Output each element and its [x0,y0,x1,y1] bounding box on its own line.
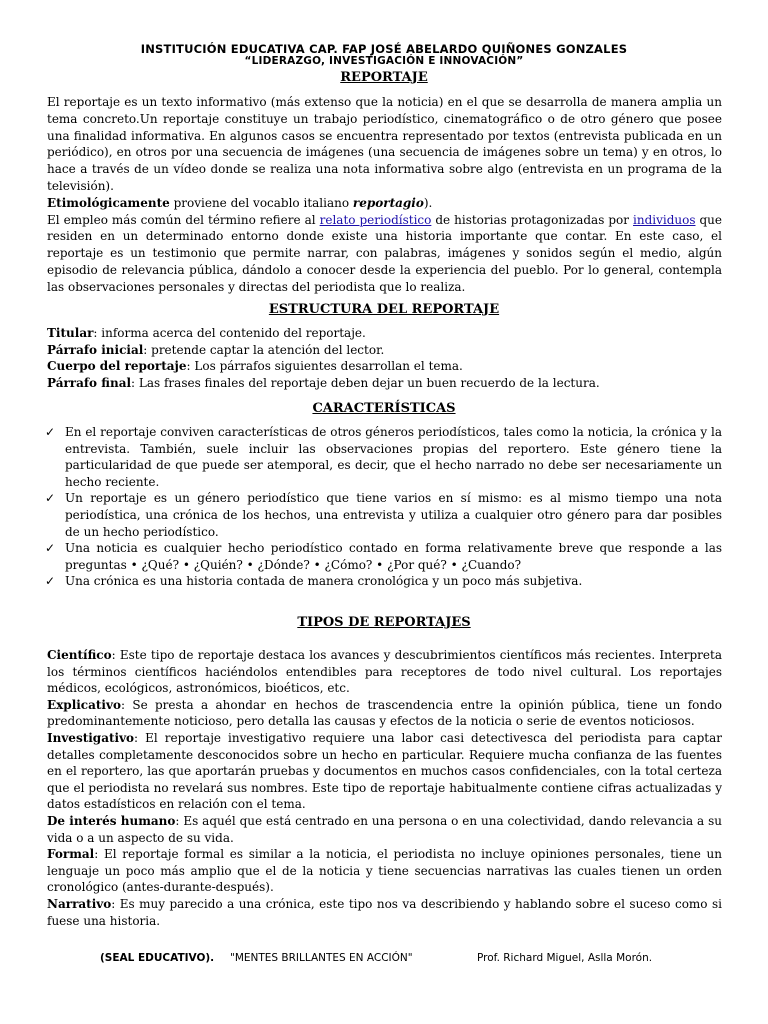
type-item [47,730,722,813]
structure-item-label: Párrafo final [47,375,132,390]
relato-periodistico-link[interactable]: relato periodístico [319,212,432,227]
structure-item-label: Titular [47,326,94,340]
list-item-text: En el reportaje conviven características de otros géneros periodísticos, tales como la noticia, la crónica y la entrevista. También, suele incluir las observaciones propias del reportero. Este género tiene la particularidad de que puede ser atemporal, es decir, que el hecho narrado no debe ser necesariamente un hecho reciente. [65,425,722,489]
type-label: Investigativo [47,730,135,745]
check-icon: ✓ [45,425,56,439]
type-text: : El reportaje formal es similar a la noticia, el periodista no incluye opiniones personales, tiene un lenguaje un poco más amplio que el de la noticia y tiene secuencias narrativas las cuales tienen un orden cronológico (antes-durante-después). [47,847,722,895]
structure-item-label: Cuerpo del reportaje [47,359,187,374]
type-text: : El reportaje investigativo requiere una labor casi detectivesca del periodista para captar detalles completamente desconocidos sobre un hecho en particular. Requiere mucha confianza de las fuentes en el reportero, las que aportarán pruebas y documentos en muchos casos confidenciales, con la total certeza que el periodista no revelará sus nombres. Este tipo de reportaje habitualmente contiene cifras actualizadas y datos estadísticos en relación con el tema. [47,730,722,812]
structure-item-text: : Las frases finales del reportaje deben dejar un buen recuerdo de la lectura. [131,375,600,390]
institution-name: INSTITUCIÓN EDUCATIVA CAP. FAP JOSÉ ABELARDO QUIÑONES GONZALES [140,42,628,56]
type-text: : Se presta a ahondar en hechos de trascendencia entre la opinión pública, tiene un fondo predominantemente noticioso, pero detalla las causas y efectos de la noticia o serie de eventos noticiosos. [47,697,722,729]
characteristics-list [45,424,722,590]
list-item-text: Una noticia es cualquier hecho periodístico contado en forma relativamente breve que responde a las preguntas • ¿Qué? • ¿Quién? • ¿Dónde? • ¿Cómo? • ¿Por qué? • ¿Cuando? [65,541,722,572]
list-item [45,540,722,573]
structure-heading: ESTRUCTURA DEL REPORTAJE [268,302,500,317]
type-text: : Es aquél que está centrado en una persona o en una colectividad, dando relevancia a su vida o a un aspecto de su vida. [47,813,722,845]
page-title: REPORTAJE [340,70,428,85]
type-item [47,813,722,846]
type-item [47,846,722,896]
type-text: : Este tipo de reportaje destaca los avances y descubrimientos científicos más recientes. Interpreta los términos científicos haciéndolos entendibles para receptores de todo nivel cultural. Los reportajes médicos, ecológicos, astronómicos, bioéticos, etc. [47,648,722,696]
usage-text-b: de historias protagonizadas por [431,212,633,227]
type-item [47,896,722,929]
structure-item [47,342,722,359]
type-label: Científico [47,648,112,662]
footer-motto: "MENTES BRILLANTES EN ACCIÓN" [230,952,413,964]
check-icon: ✓ [45,574,56,589]
etymology-word: reportagio [352,195,424,210]
types-list [47,647,722,929]
type-label: Narrativo [47,896,112,911]
etymology-paragraph [47,195,722,212]
check-icon: ✓ [45,491,56,506]
etymology-end: ). [423,195,433,210]
structure-item-text: : Los párrafos siguientes desarrollan el tema. [186,359,463,374]
etymology-text: proviene del vocablo italiano [169,195,353,210]
check-icon: ✓ [45,541,56,556]
usage-text-a: El empleo más común del término refiere al [47,212,320,227]
structure-item [47,358,722,375]
list-item [45,424,722,490]
list-item [45,573,722,590]
etymology-label: Etimológicamente [47,195,170,210]
list-item-text: Un reportaje es un género periodístico que tiene varios en sí mismo: es al mismo tiempo una nota periodística, una crónica de los hechos, una entrevista y utiliza a cualquier otro género para dar posibles de un hecho periodístico. [65,491,722,539]
list-item [45,490,722,540]
intro-paragraph: El reportaje es un texto informativo (más extenso que la noticia) en el que se desarrolla de manera amplia un tema concreto.Un reportaje constituye un trabajo periodístico, cinematográfico o de otro género que posee una finalidad informativa. En algunos casos se encuentra representado por textos (entrevista publicada en un periódico), en otros por una secuencia de imágenes (una secuencia de imágenes sobre un tema) y en otros, lo hace a través de un vídeo donde se realiza una nota informativa sobre algo (entrevista en un programa de la televisión). [47,95,722,193]
usage-paragraph [47,212,722,296]
structure-item-label: Párrafo inicial [47,342,144,357]
structure-item [47,325,722,342]
structure-item-text: : pretende captar la atención del lector. [143,342,385,357]
usage-text-c: que residen en un determinado entorno donde existe una historia importante que contar. En este caso, el reportaje es un testimonio que permite narrar, con palabras, imágenes y sonidos según el medio, algún episodio de relevancia pública, dándolo a conocer desde la experiencia del pueblo. Por lo general, contempla las observaciones personales y directas del periodista que lo realiza. [47,212,723,294]
list-item-text: Una crónica es una historia contada de manera cronológica y un poco más subjetiva. [65,574,583,589]
structure-item [47,375,722,392]
structure-item-text: : informa acerca del contenido del reportaje. [93,326,366,340]
type-label: Explicativo [47,697,121,712]
type-item [47,697,722,730]
type-label: De interés humano [47,813,176,828]
type-text: : Es muy parecido a una crónica, este tipo nos va describiendo y hablando sobre el suceso como si fuese una historia. [47,896,722,928]
type-item [47,647,722,697]
structure-list [47,325,722,391]
footer-professor: Prof. Richard Miguel, Aslla Morón. [477,952,653,964]
type-label: Formal [47,847,95,862]
institution-motto: “LIDERAZGO, INVESTIGACIÓN E INNOVACIÓN” [244,55,524,67]
types-heading: TIPOS DE REPORTAJES [297,615,471,630]
characteristics-heading: CARACTERÍSTICAS [312,401,456,416]
footer-seal: (SEAL EDUCATIVO). [100,952,215,964]
individuos-link[interactable]: individuos [633,212,696,227]
intro-section [47,94,722,296]
